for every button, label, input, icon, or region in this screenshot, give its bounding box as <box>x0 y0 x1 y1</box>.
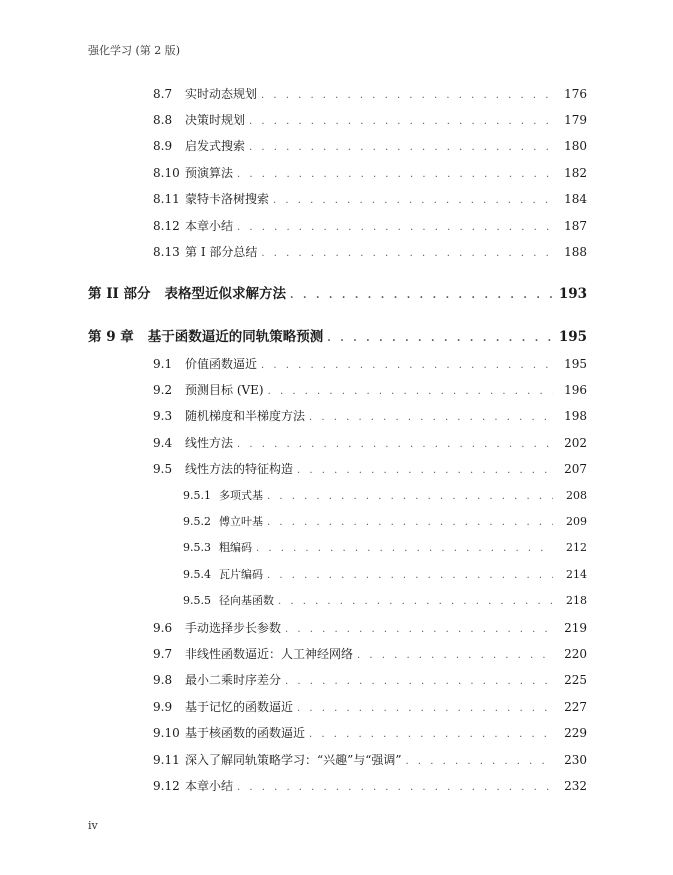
toc-entry[interactable] <box>0 461 673 477</box>
toc-entry-number: 9.7 <box>153 647 173 661</box>
dot-leader <box>237 220 553 236</box>
toc-entry-page: 220 <box>564 647 587 661</box>
toc-subentry-number: 9.5.2 <box>183 515 211 528</box>
toc-entry-number: 9.4 <box>153 436 173 450</box>
dot-leader <box>267 515 553 531</box>
toc-entry-title: 随机梯度和半梯度方法 <box>185 409 306 423</box>
toc-entry-title: 决策时规划 <box>185 113 246 127</box>
toc-entry-page: 230 <box>564 753 587 767</box>
toc-entry[interactable] <box>0 138 673 154</box>
dot-leader <box>285 622 553 638</box>
toc-entry-number: 9.12 <box>153 779 180 793</box>
toc-entry-title: 非线性函数逼近：人工神经网络 <box>185 647 354 661</box>
toc-entry-page: 202 <box>564 436 587 450</box>
toc-chapter-page: 195 <box>558 329 587 345</box>
toc-entry[interactable] <box>0 244 673 260</box>
toc-entry[interactable] <box>0 112 673 128</box>
toc-subentry-number: 9.5.5 <box>183 594 211 607</box>
toc-entry-number: 9.9 <box>153 700 173 714</box>
toc-entry-number: 8.10 <box>153 166 180 180</box>
toc-subentry[interactable] <box>0 514 673 530</box>
toc-entry-title: 实时动态规划 <box>185 87 258 101</box>
toc-subentry-page: 209 <box>566 515 587 528</box>
toc-chapter-title: 基于函数逼近的同轨策略预测 <box>147 329 324 345</box>
toc-subentry-number: 9.5.1 <box>183 489 211 502</box>
toc-entry-number: 9.11 <box>153 753 180 767</box>
toc-entry-title: 深入了解同轨策略学习：“兴趣”与“强调” <box>185 753 402 767</box>
toc-entry[interactable] <box>0 408 673 424</box>
dot-leader <box>249 140 553 156</box>
dot-leader <box>406 754 553 770</box>
toc-subentry-number: 9.5.4 <box>183 568 211 581</box>
dot-leader <box>261 88 553 104</box>
toc-entry-title: 本章小结 <box>185 219 234 233</box>
toc-entry[interactable] <box>0 725 673 741</box>
toc-entry[interactable] <box>0 778 673 794</box>
toc-entry-page: 176 <box>564 87 587 101</box>
dot-leader <box>267 568 553 584</box>
toc-entry-title: 第 I 部分总结 <box>185 245 258 259</box>
toc-entry-page: 229 <box>564 726 587 740</box>
toc-entry-page: 180 <box>564 139 587 153</box>
toc-subentry-title: 瓦片编码 <box>219 568 263 581</box>
page-number: iv <box>88 819 98 832</box>
toc-subentry-title: 粗编码 <box>219 541 252 554</box>
dot-leader <box>309 410 553 426</box>
dot-leader <box>309 727 553 743</box>
toc-entry-page: 184 <box>564 192 587 206</box>
toc-entry-title: 价值函数逼近 <box>185 357 258 371</box>
toc-entry-page: 207 <box>564 462 587 476</box>
toc-subentry-page: 214 <box>566 568 587 581</box>
toc-part-number: 第 II 部分 <box>88 286 151 302</box>
toc-entry-page: 219 <box>564 621 587 635</box>
toc-entry[interactable] <box>0 752 673 768</box>
dot-leader <box>285 674 553 690</box>
toc-entry[interactable] <box>0 86 673 102</box>
toc-entry-number: 9.3 <box>153 409 173 423</box>
toc-entry[interactable] <box>0 382 673 398</box>
toc-entry[interactable] <box>0 165 673 181</box>
toc-entry-number: 9.10 <box>153 726 180 740</box>
toc-subentry-title: 径向基函数 <box>219 594 274 607</box>
toc-entry-number: 9.5 <box>153 462 173 476</box>
toc-entry[interactable] <box>0 672 673 688</box>
dot-leader <box>268 384 553 400</box>
toc-entry-page: 196 <box>564 383 587 397</box>
toc-entry-page: 227 <box>564 700 587 714</box>
toc-subentry[interactable] <box>0 488 673 504</box>
toc-entry-number: 8.7 <box>153 87 173 101</box>
toc-entry-number: 9.6 <box>153 621 173 635</box>
toc-entry[interactable] <box>0 218 673 234</box>
toc-entry-title: 预演算法 <box>185 166 234 180</box>
toc-entry-title: 最小二乘时序差分 <box>185 673 282 687</box>
toc-entry-page: 195 <box>564 357 587 371</box>
toc-subentry[interactable] <box>0 567 673 583</box>
dot-leader <box>261 246 553 262</box>
toc-entry-number: 9.2 <box>153 383 173 397</box>
dot-leader <box>237 780 553 796</box>
toc-entry-page: 198 <box>564 409 587 423</box>
toc-entry-page: 179 <box>564 113 587 127</box>
toc-subentry[interactable] <box>0 593 673 609</box>
dot-leader <box>278 594 553 610</box>
toc-entry-number: 9.8 <box>153 673 173 687</box>
dot-leader <box>256 541 553 557</box>
toc-entry-title: 本章小结 <box>185 779 234 793</box>
toc-entry-title: 基于记忆的函数逼近 <box>185 700 294 714</box>
toc-entry[interactable] <box>0 356 673 372</box>
toc-entry[interactable] <box>0 435 673 451</box>
toc-entry[interactable] <box>0 699 673 715</box>
toc-entry[interactable] <box>0 191 673 207</box>
toc-part-entry[interactable] <box>0 286 673 302</box>
toc-entry-title: 基于核函数的函数逼近 <box>185 726 306 740</box>
toc-entry-title: 蒙特卡洛树搜索 <box>185 192 270 206</box>
toc-entry-title: 启发式搜索 <box>185 139 246 153</box>
toc-part-title: 表格型近似求解方法 <box>164 286 287 302</box>
toc-subentry-title: 多项式基 <box>219 489 263 502</box>
toc-subentry-page: 208 <box>566 489 587 502</box>
dot-leader <box>267 489 553 505</box>
toc-entry-page: 225 <box>564 673 587 687</box>
toc-entry-title: 预测目标 (VE) <box>185 383 264 397</box>
toc-subentry-page: 218 <box>566 594 587 607</box>
toc-entry-number: 8.8 <box>153 113 173 127</box>
toc-entry-title: 线性方法 <box>185 436 234 450</box>
dot-leader <box>290 288 553 304</box>
toc-entry-page: 182 <box>564 166 587 180</box>
running-header: 强化学习 (第 2 版) <box>88 44 181 57</box>
toc-subentry-title: 傅立叶基 <box>219 515 263 528</box>
toc-entry-number: 8.13 <box>153 245 180 259</box>
toc-chapter-number: 第 9 章 <box>88 329 134 345</box>
toc-entry-title: 线性方法的特征构造 <box>185 462 294 476</box>
dot-leader <box>357 648 553 664</box>
toc-entry-page: 232 <box>564 779 587 793</box>
toc-entry-title: 手动选择步长参数 <box>185 621 282 635</box>
dot-leader <box>327 331 553 347</box>
toc-subentry[interactable] <box>0 540 673 556</box>
dot-leader <box>297 701 553 717</box>
dot-leader <box>249 114 553 130</box>
toc-part-page: 193 <box>558 286 587 302</box>
toc-entry-number: 8.11 <box>153 192 180 206</box>
dot-leader <box>237 167 553 183</box>
toc-subentry-number: 9.5.3 <box>183 541 211 554</box>
toc-entry[interactable] <box>0 620 673 636</box>
toc-entry-page: 188 <box>564 245 587 259</box>
toc-entry-number: 8.9 <box>153 139 173 153</box>
dot-leader <box>273 193 553 209</box>
toc-entry[interactable] <box>0 646 673 662</box>
toc-entry-number: 8.12 <box>153 219 180 233</box>
toc-chapter-entry[interactable] <box>0 329 673 345</box>
toc-entry-number: 9.1 <box>153 357 173 371</box>
dot-leader <box>261 358 553 374</box>
toc-subentry-page: 212 <box>566 541 587 554</box>
dot-leader <box>237 437 553 453</box>
dot-leader <box>297 463 553 479</box>
toc-entry-page: 187 <box>564 219 587 233</box>
